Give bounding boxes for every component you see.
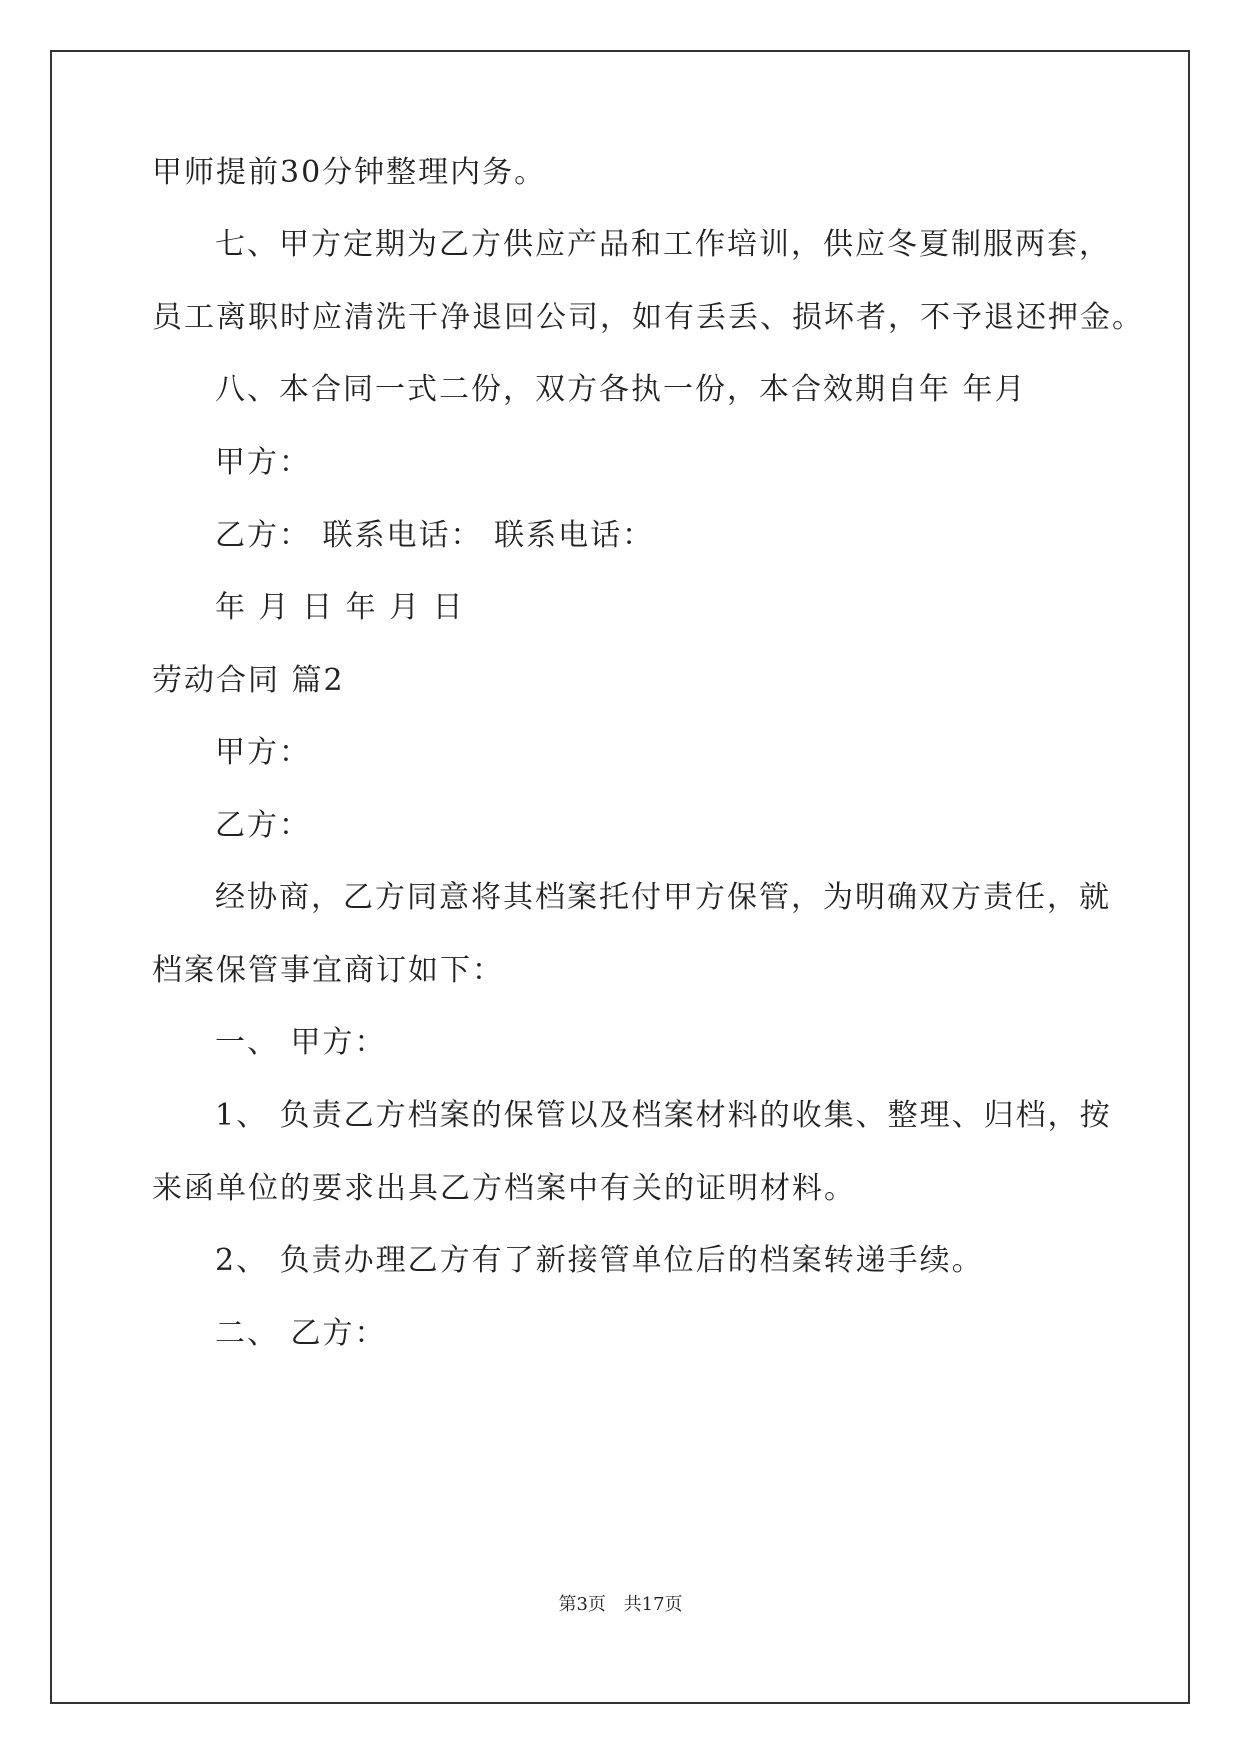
text-line: 甲方： <box>215 445 311 480</box>
text-line: 乙方： 联系电话： 联系电话： <box>215 518 655 553</box>
section-heading: 劳动合同 篇2 <box>152 663 345 698</box>
page-total: 共17页 <box>623 1594 683 1615</box>
text-line: 八、本合同一式二份，双方各执一份，本合效期自年 年月 <box>215 372 1027 407</box>
page-footer <box>0 1593 1241 1617</box>
text-line: 乙方： <box>215 808 311 843</box>
text-line: 员工离职时应清洗干净退回公司，如有丢丢、损坏者，不予退还押金。 <box>152 300 1144 335</box>
text-line: 来函单位的要求出具乙方档案中有关的证明材料。 <box>152 1171 856 1206</box>
text-line: 年 月 日 年 月 日 <box>215 590 465 625</box>
text-line: 甲师提前30分钟整理内务。 <box>152 155 547 190</box>
text-line: 1、 负责乙方档案的保管以及档案材料的收集、整理、归档，按 <box>215 1098 1112 1133</box>
text-line: 甲方： <box>215 735 311 770</box>
text-line: 经协商，乙方同意将其档案托付甲方保管，为明确双方责任，就 <box>215 880 1111 915</box>
text-line: 二、 乙方： <box>215 1316 387 1351</box>
text-line: 一、 甲方： <box>215 1025 387 1060</box>
text-line: 2、 负责办理乙方有了新接管单位后的档案转递手续。 <box>215 1243 984 1278</box>
page-number: 第3页 <box>558 1594 606 1615</box>
text-line: 档案保管事宜商订如下： <box>152 953 504 988</box>
text-line: 七、甲方定期为乙方供应产品和工作培训，供应冬夏制服两套， <box>215 227 1111 262</box>
